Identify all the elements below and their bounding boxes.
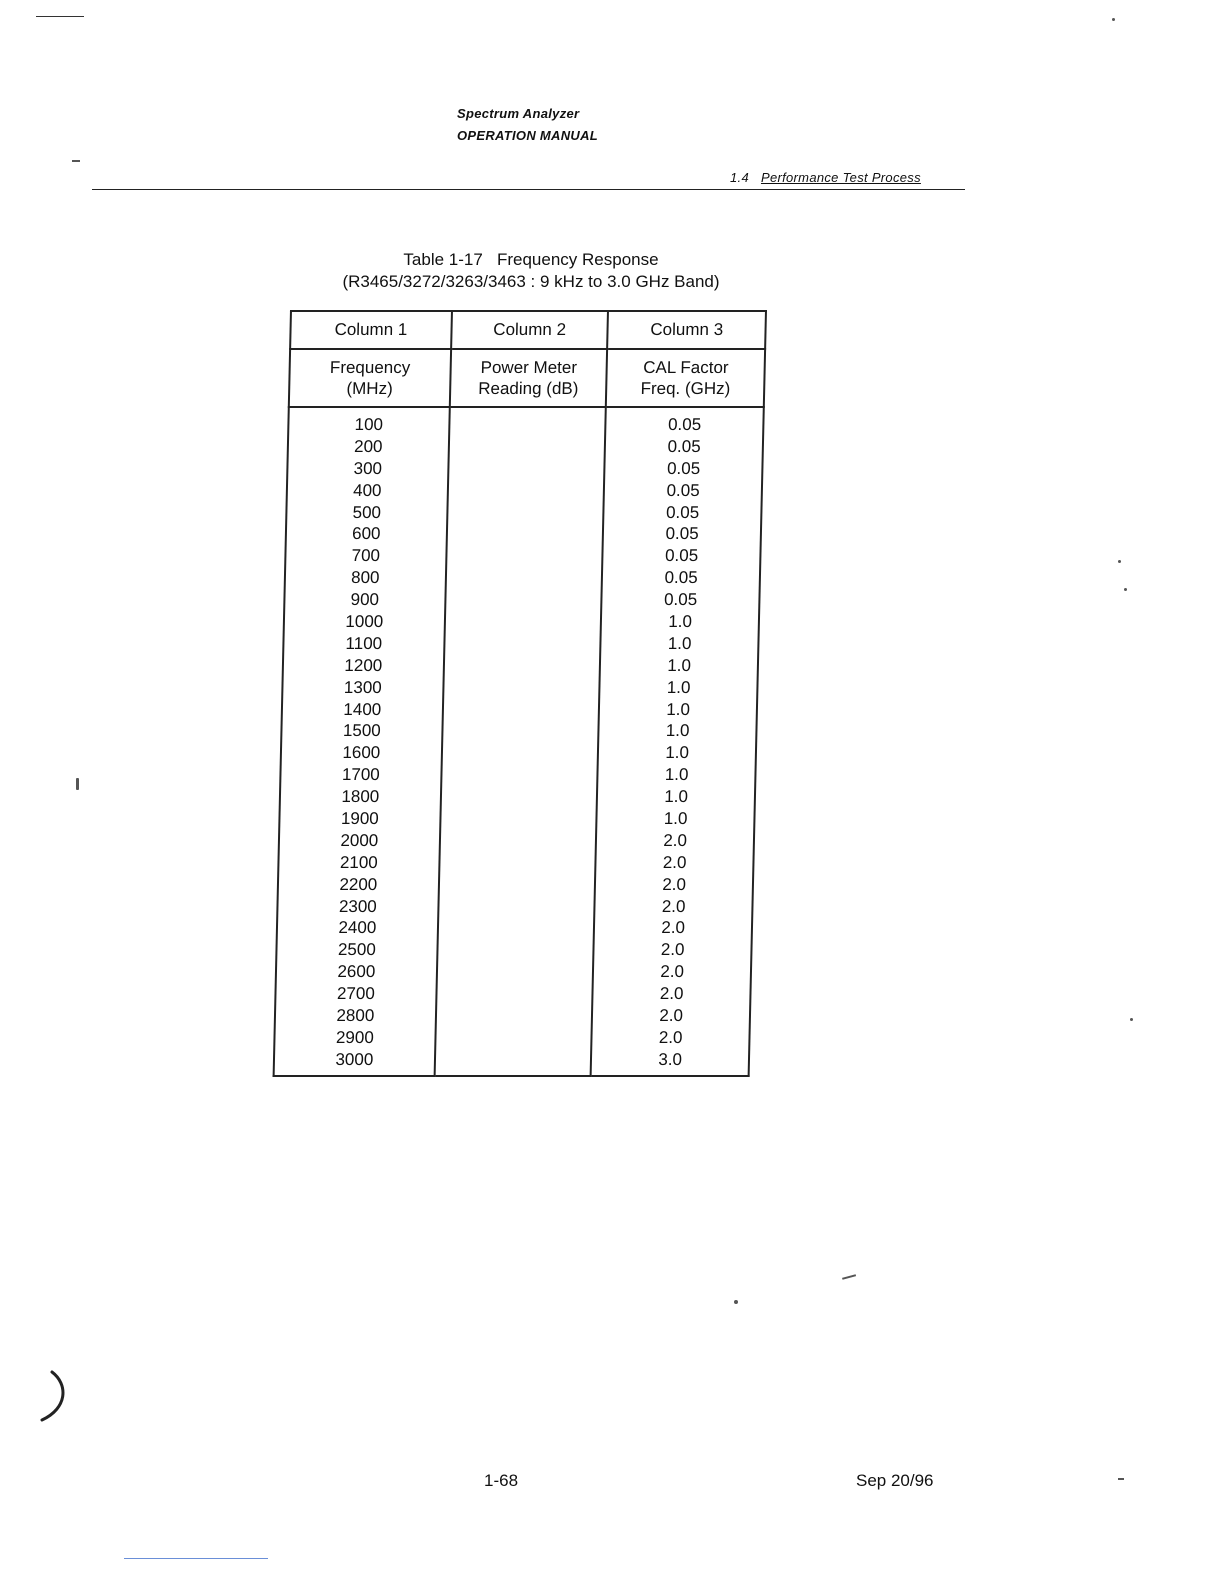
section-number: 1.4 (730, 170, 749, 185)
scan-speck (1124, 588, 1127, 591)
scan-speck (1118, 1478, 1124, 1480)
table-cell: 1.0 (666, 699, 691, 719)
table-cell: 0.05 (666, 458, 701, 478)
column-head-power-meter (450, 349, 608, 407)
column-head-frequency (289, 349, 451, 407)
table-cell: 0.05 (667, 436, 701, 456)
table-cell: 600 (351, 524, 381, 544)
table-cell: 0.05 (664, 568, 698, 588)
table-cell: 500 (352, 502, 382, 522)
table-cell: 1400 (343, 699, 382, 719)
column-head-frequency-line2: (MHz) (346, 379, 393, 398)
table-cell: 2300 (338, 896, 378, 916)
column-head-cal-factor-line1: CAL Factor (643, 358, 729, 377)
table-cell: 1800 (341, 787, 380, 807)
table-cell: 300 (353, 458, 383, 478)
column-head-row (289, 349, 765, 407)
table-cell: 0.05 (664, 546, 699, 566)
table-cell: 2.0 (661, 896, 686, 916)
table-cell: 2.0 (662, 852, 687, 872)
header-rule (92, 189, 965, 190)
section-title: Performance Test Process (760, 170, 921, 185)
scan-edge-mark (36, 16, 84, 17)
table-cell: 2700 (336, 984, 376, 1004)
table-cell: 1300 (343, 677, 382, 697)
column-head-power-meter-line1: Power Meter (480, 358, 578, 377)
table-caption-subtitle: (R3465/3272/3263/3463 : 9 kHz to 3.0 GHz Band) (342, 272, 720, 291)
table-cell: 2600 (337, 962, 376, 982)
table-cell: 2100 (339, 852, 378, 872)
table-cell: 2000 (340, 830, 379, 850)
frequency-response-table (273, 310, 767, 1077)
table-cell: 1600 (342, 743, 381, 763)
table-cell: 400 (352, 480, 382, 500)
table-cell: 900 (350, 590, 380, 610)
table-cell: 1.0 (664, 787, 689, 807)
table-cell: 0.05 (666, 480, 700, 500)
column-head-frequency-line1: Frequency (329, 358, 411, 377)
table-cell: 2.0 (660, 962, 685, 982)
page-number: 1-68 (484, 1471, 519, 1490)
table-cell: 2.0 (659, 1006, 684, 1026)
table-cell: 0.05 (663, 590, 698, 610)
table-cell: 2400 (338, 918, 377, 938)
table-caption-title: Table 1-17 Frequency Response (403, 250, 659, 269)
table-cell: 2900 (335, 1027, 375, 1047)
scan-speck (1130, 1018, 1133, 1021)
column-head-cal-factor (606, 349, 765, 407)
table-cell: 2200 (339, 874, 378, 894)
power-meter-reading-column (434, 407, 606, 1076)
table-cell: 1.0 (663, 809, 688, 829)
table-cell: 0.05 (667, 415, 702, 434)
frequency-column (274, 407, 450, 1076)
table-cell: 3.0 (658, 1049, 683, 1069)
column-title-row (290, 311, 766, 349)
table-cell: 2.0 (659, 984, 684, 1004)
column-head-power-meter-line2: Reading (dB) (478, 379, 579, 398)
scan-speck (842, 1274, 856, 1279)
table-cell: 2.0 (660, 940, 685, 960)
table-cell: 1.0 (665, 721, 690, 741)
column-head-cal-factor-line2: Freq. (GHz) (640, 379, 731, 398)
table-cell: 1100 (345, 633, 383, 653)
table-cell: 1.0 (667, 655, 692, 675)
table-cell: 1900 (340, 809, 379, 829)
column-title-1: Column 1 (290, 311, 452, 349)
scan-speck (1112, 18, 1115, 21)
scan-speck (76, 778, 79, 790)
table-cell: 0.05 (665, 502, 700, 522)
table-cell: 1.0 (666, 677, 691, 697)
column-title-3: Column 3 (608, 311, 766, 349)
table-cell: 800 (350, 568, 380, 588)
table-cell: 2500 (337, 940, 377, 960)
header-manual-title: OPERATION MANUAL (457, 128, 599, 143)
table-cell: 100 (354, 415, 384, 434)
scan-speck (734, 1300, 738, 1304)
cal-factor-column (591, 407, 764, 1076)
column-title-2: Column 2 (451, 311, 608, 349)
table-cell: 1.0 (668, 612, 693, 632)
table-cell: 2800 (336, 1006, 375, 1026)
table-cell: 700 (351, 546, 381, 566)
scan-margin-mark (38, 1368, 78, 1424)
table-cell: 1.0 (665, 743, 690, 763)
table-cell: 2.0 (661, 918, 686, 938)
table-cell: 2.0 (658, 1027, 683, 1047)
table-cell: 1700 (341, 765, 380, 785)
scan-speck (1118, 560, 1121, 563)
header-product-name: Spectrum Analyzer (457, 106, 580, 121)
table-cell: 200 (353, 436, 383, 456)
table-cell: 0.05 (665, 524, 699, 544)
table-cell: 1.0 (667, 633, 692, 653)
table-cell: 2.0 (662, 874, 687, 894)
scan-bottom-line (124, 1558, 268, 1559)
table-cell: 1000 (345, 612, 384, 632)
table-cell: 1200 (344, 655, 383, 675)
table-cell: 1.0 (664, 765, 689, 785)
revision-date: Sep 20/96 (856, 1471, 934, 1490)
section-heading (730, 170, 921, 185)
table-cell: 3000 (335, 1049, 374, 1069)
table-cell: 1500 (342, 721, 381, 741)
table-body-row (274, 407, 764, 1076)
table-cell: 2.0 (663, 830, 688, 850)
scan-speck (72, 160, 80, 162)
